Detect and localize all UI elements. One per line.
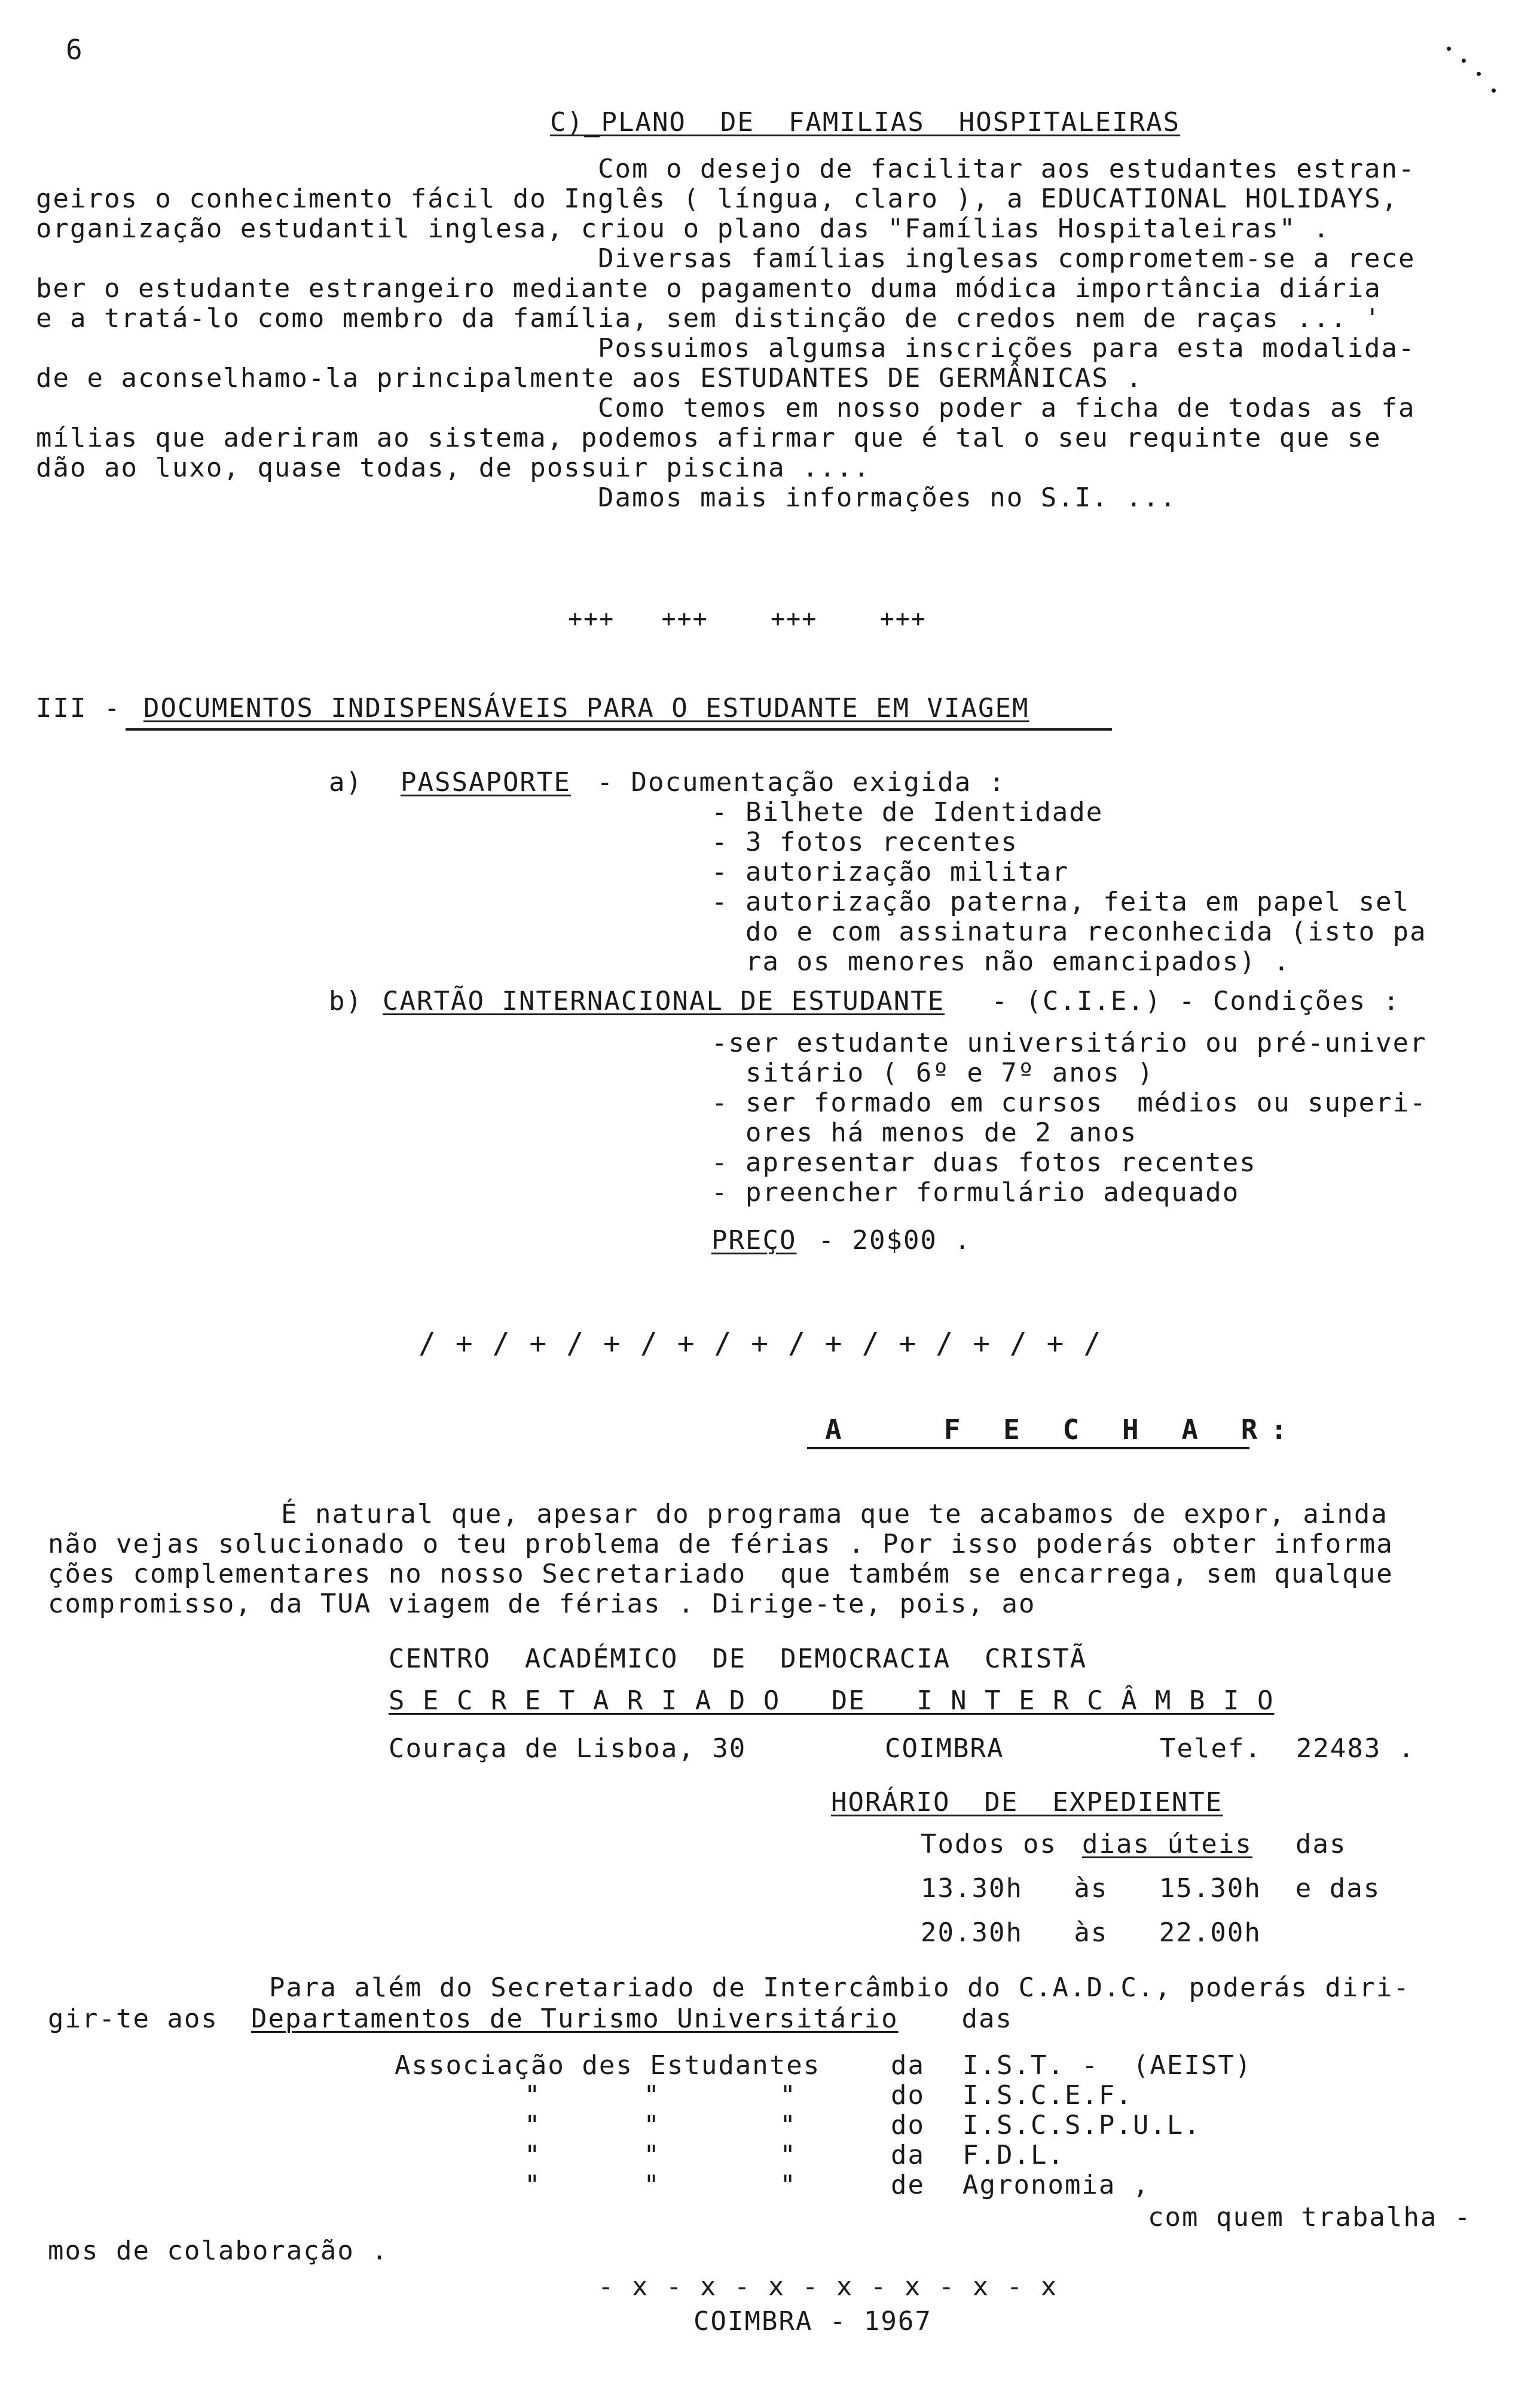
passport-item: - Bilhete de Identidade [711, 797, 1104, 827]
department-row-prefix: " " " [490, 2080, 797, 2111]
closing-line: É natural que, apesar do programa que te acabamos de expor, ainda [281, 1499, 1388, 1529]
schedule-line2: 13.30h às 15.30h e das [921, 1873, 1381, 1904]
schedule-line1-post: das [1261, 1829, 1347, 1859]
passport-label: a) [329, 767, 363, 798]
section-c-line: organização estudantil inglesa, criou o plano das "Famílias Hospitaleiras" . [36, 213, 1331, 244]
student-card-item: - apresentar duas fotos recentes [711, 1147, 1257, 1178]
section-c-line: geiros o conhecimento fácil do Inglês ( língua, claro ), a EDUCATIONAL HOLIDAYS, [36, 184, 1399, 214]
department-row-name: F.D.L. [962, 2140, 1065, 2170]
address-org: CENTRO ACADÉMICO DE DEMOCRACIA CRISTÃ [389, 1644, 1087, 1674]
departments-link: Departamentos de Turismo Universitário [251, 2004, 899, 2034]
passport-intro: - Documentação exigida : [580, 767, 1006, 798]
schedule-line1-pre: Todos os [921, 1829, 1074, 1859]
department-row-name: I.S.T. - (AEIST) [962, 2050, 1252, 2081]
schedule-line3: 20.30h às 22.00h [921, 1917, 1261, 1948]
address-dept: S E C R E T A R I A D O DE I N T E R C Â M B I O [389, 1685, 1275, 1716]
closing-heading: A F E C H A R: [825, 1413, 1301, 1446]
departments-line2-pre: gir-te aos [48, 2004, 236, 2034]
passport-item: - autorização militar [711, 857, 1070, 887]
closing-heading-rule [807, 1447, 1249, 1449]
student-card-item: ores há menos de 2 anos [711, 1117, 1138, 1148]
department-row-prefix: Associação des Estudantes [395, 2050, 821, 2081]
corner-mark [1477, 72, 1481, 76]
departments-tail: com quem trabalha - [1148, 2202, 1472, 2233]
department-row-prefix: " " " [490, 2110, 797, 2140]
schedule-title: HORÁRIO DE EXPEDIENTE [831, 1787, 1223, 1818]
price-label: PREÇO [711, 1225, 797, 1256]
section-c-line: mílias que aderiram ao sistema, podemos afirmar que é tal o seu requinte que se [36, 423, 1382, 453]
footer-place-date: COIMBRA - 1967 [693, 2306, 932, 2337]
departments-line1: Para além do Secretariado de Intercâmbio do C.A.D.C., poderás diri- [269, 1972, 1410, 2003]
corner-mark [1492, 88, 1496, 93]
department-row-prep: do [891, 2080, 925, 2111]
section-c-line: Como temos em nosso poder a ficha de todas as fa [598, 393, 1416, 423]
department-row-prep: de [891, 2170, 925, 2200]
passport-item: do e com assinatura reconhecida (isto pa [711, 917, 1427, 947]
section-c-line: e a tratá-lo como membro da família, sem distinção de credos nem de raças ... ' [36, 303, 1382, 334]
schedule-line1-days: dias úteis [1082, 1829, 1252, 1859]
passport-title: PASSAPORTE [401, 767, 571, 798]
section-c-line: de e aconselhamo-la principalmente aos ESTUDANTES DE GERMÂNICAS . [36, 363, 1143, 393]
section-c-heading: C)_PLANO DE FAMILIAS HOSPITALEIRAS [550, 107, 1181, 138]
department-row-prefix: " " " [490, 2140, 797, 2170]
section-iii-prefix: III - [36, 693, 138, 723]
student-card-title: CARTÃO INTERNACIONAL DE ESTUDANTE [383, 986, 945, 1016]
slash-separator: / + / + / + / + / + / + / + / + / + / [418, 1327, 1102, 1360]
student-card-label: b) [329, 986, 363, 1016]
section-iii-rule [126, 728, 1112, 731]
department-row-prep: do [891, 2110, 925, 2140]
section-c-line: ber o estudante estrangeiro mediante o pagamento duma módica importância diária [36, 273, 1382, 304]
section-c-line: dão ao luxo, quase todas, de possuir piscina .... [36, 453, 871, 483]
department-row-prefix: " " " [490, 2170, 797, 2200]
plus-separator: +++ +++ +++ +++ [568, 605, 927, 633]
section-iii-heading: DOCUMENTOS INDISPENSÁVEIS PARA O ESTUDANTE EM VIAGEM [143, 693, 1029, 723]
department-row-prep: da [891, 2140, 925, 2170]
corner-mark [1462, 59, 1466, 63]
student-card-item: - preencher formulário adequado [711, 1177, 1240, 1208]
student-card-item: sitário ( 6º e 7º anos ) [711, 1058, 1154, 1088]
department-row-prep: da [891, 2050, 925, 2081]
section-c-line: Diversas famílias inglesas comprometem-se a rece [598, 243, 1416, 274]
page-number: 6 [66, 33, 84, 66]
passport-item: - autorização paterna, feita em papel sel [711, 887, 1410, 917]
department-row-name: Agronomia , [962, 2170, 1150, 2200]
closing-line: ções complementares no nosso Secretariado que também se encarrega, sem qualque [48, 1559, 1394, 1589]
passport-item: - 3 fotos recentes [711, 827, 1018, 857]
student-card-item: -ser estudante universitário ou pré-univer [711, 1028, 1427, 1058]
departments-line2-post: das [945, 2004, 1013, 2034]
closing-line: compromisso, da TUA viagem de férias . Dirige-te, pois, ao [48, 1589, 1036, 1619]
closing-line: não vejas solucionado o teu problema de férias . Por isso poderás obter informa [48, 1529, 1394, 1559]
section-c-line: Damos mais informações no S.I. ... [598, 482, 1177, 513]
address-phone: Telef. 22483 . [1160, 1733, 1416, 1764]
department-row-name: I.S.C.E.F. [962, 2080, 1133, 2111]
address-city: COIMBRA [885, 1733, 1004, 1764]
student-card-intro: - (C.I.E.) - Condições : [974, 986, 1401, 1016]
corner-mark [1447, 47, 1451, 51]
price-value: - 20$00 . [801, 1225, 971, 1256]
address-street: Couraça de Lisboa, 30 [389, 1733, 747, 1764]
student-card-item: - ser formado em cursos médios ou superi- [711, 1088, 1427, 1118]
passport-item: ra os menores não emancipados) . [711, 946, 1291, 977]
footer-separator: - x - x - x - x - x - x - x [598, 2271, 1058, 2302]
section-c-line: Com o desejo de facilitar aos estudantes estran- [598, 154, 1416, 184]
section-c-line: Possuimos algumsa inscrições para esta modalida- [598, 333, 1416, 364]
department-row-name: I.S.C.S.P.U.L. [962, 2110, 1201, 2140]
departments-final: mos de colaboração . [48, 2236, 389, 2266]
